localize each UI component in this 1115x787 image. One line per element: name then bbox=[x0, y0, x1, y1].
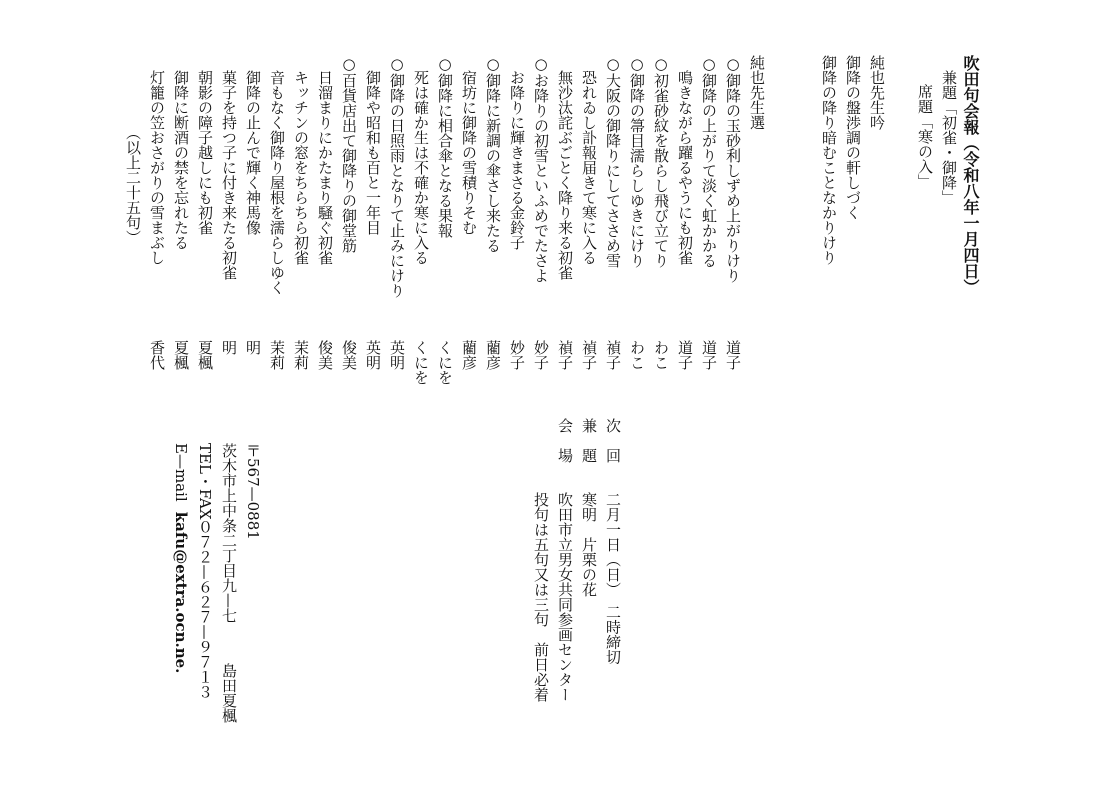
jikai-value: 二月一日（日） 二時締切 bbox=[604, 492, 622, 665]
haiku-21-author: 明 bbox=[244, 340, 262, 355]
haiku-10-author: 妙子 bbox=[508, 340, 526, 370]
jun-poem-2: 御降の降り暗むことなかりけり bbox=[820, 55, 838, 265]
selection-heading: 純也先生選 bbox=[748, 55, 766, 130]
haiku-9: ○お降りの初雪といふめでたさよ bbox=[532, 55, 550, 283]
haiku-12-author: 藺彦 bbox=[460, 340, 478, 370]
haiku-17: ○百貨店出て御降りの御堂筋 bbox=[340, 55, 358, 253]
haiku-14: 死は確か生は不確か寒に入る bbox=[412, 70, 430, 265]
next-kendai-label: 兼 題 bbox=[580, 418, 598, 463]
email-label: E—mail bbox=[172, 443, 190, 502]
kendai-line: 兼題「初雀・御降」 bbox=[940, 70, 958, 205]
haiku-10: お降りに輝きまさる金鈴子 bbox=[508, 70, 526, 250]
haiku-18-author: 俊美 bbox=[316, 340, 334, 370]
haiku-13: ○御降に相合傘となる果報 bbox=[436, 55, 454, 238]
haiku-8: 無沙汰詫ぶごとく降り来る初雀 bbox=[556, 70, 574, 280]
haiku-7-author: 禎子 bbox=[580, 340, 598, 370]
haiku-11: ○御降に新調の傘さし来たる bbox=[484, 55, 502, 253]
haiku-8-author: 禎子 bbox=[556, 340, 574, 370]
haiku-16-author: 英明 bbox=[364, 340, 382, 370]
haiku-14-author: くにを bbox=[412, 340, 430, 385]
haiku-25: 灯籠の笠おさがりの雪まぶし bbox=[148, 70, 166, 265]
contact-name: 島田夏楓 bbox=[220, 663, 238, 723]
haiku-12: 宿坊に御降の雪積りそむ bbox=[460, 70, 478, 235]
haiku-5: ○御降の箒目濡らしゆきにけり bbox=[628, 55, 646, 268]
postal-code: 〒567—0881 bbox=[244, 443, 262, 540]
count-note: （以上二十五句） bbox=[124, 125, 142, 245]
haiku-20: 音もなく御降り屋根を濡らしゆく bbox=[268, 70, 286, 295]
haiku-23: 朝影の障子越しにも初雀 bbox=[196, 70, 214, 235]
email-address[interactable]: kafu@extra.ocn.ne. bbox=[172, 511, 190, 674]
haiku-17-author: 俊美 bbox=[340, 340, 358, 370]
haiku-2: ○御降の上がりて淡く虹かかる bbox=[700, 55, 718, 268]
haiku-2-author: 道子 bbox=[700, 340, 718, 370]
report-date: （令和八年一月四日） bbox=[961, 135, 980, 295]
jun-poem-1: 御降の盤渉調の軒しづく bbox=[844, 55, 862, 220]
haiku-1-author: 道子 bbox=[724, 340, 742, 370]
haiku-19: キッチンの窓をちらちら初雀 bbox=[292, 70, 310, 265]
haiku-5-author: わこ bbox=[628, 340, 646, 370]
jikai-label: 次 回 bbox=[604, 418, 622, 463]
haiku-19-author: 茉莉 bbox=[292, 340, 310, 370]
haiku-1: ○御降の玉砂利しずめ上がりけり bbox=[724, 55, 742, 283]
haiku-6-author: 禎子 bbox=[604, 340, 622, 370]
kaijo-value: 吹田市立男女共同参画センター bbox=[556, 492, 574, 702]
haiku-23-author: 夏楓 bbox=[196, 340, 214, 370]
haiku-13-author: くにを bbox=[436, 340, 454, 385]
address-line bbox=[218, 443, 239, 723]
email-line bbox=[170, 443, 191, 673]
haiku-3-author: 道子 bbox=[676, 340, 694, 370]
haiku-6: ○大阪の御降りにしてささめ雪 bbox=[604, 55, 622, 268]
haiku-15: ○御降の日照雨となりて止みにけり bbox=[388, 55, 406, 298]
next-kendai-value: 寒明 片栗の花 bbox=[580, 492, 598, 597]
tel-fax: TEL・FAX０７２—６２７—９７１３ bbox=[196, 443, 214, 700]
haiku-21: 御降の止んで輝く神馬像 bbox=[244, 70, 262, 235]
haiku-22: 菓子を持つ子に付き来たる初雀 bbox=[220, 70, 238, 280]
haiku-4-author: わこ bbox=[652, 340, 670, 370]
haiku-24: 御降に断酒の禁を忘れたる bbox=[172, 70, 190, 250]
haiku-25-author: 香代 bbox=[148, 340, 166, 370]
kaijo-label: 会 場 bbox=[556, 418, 574, 463]
sekidai-line: 席題「寒の入」 bbox=[916, 84, 934, 189]
haiku-18: 日溜まりにかたまり騒ぐ初雀 bbox=[316, 70, 334, 265]
haiku-3: 鳴きながら躍るやうにも初雀 bbox=[676, 70, 694, 265]
haiku-15-author: 英明 bbox=[388, 340, 406, 370]
toku-note: 投句は五句又は三句 前日必着 bbox=[532, 492, 550, 702]
title-text: 吹田句会報 bbox=[961, 55, 980, 135]
jun-heading: 純也先生吟 bbox=[868, 55, 886, 130]
address-text: 茨木市上中条二丁目九—七 bbox=[220, 443, 238, 623]
haiku-7: 恐れゐし訃報届きて寒に入る bbox=[580, 70, 598, 265]
report-title bbox=[960, 55, 981, 295]
haiku-11-author: 藺彦 bbox=[484, 340, 502, 370]
haiku-20-author: 茉莉 bbox=[268, 340, 286, 370]
haiku-9-author: 妙子 bbox=[532, 340, 550, 370]
haiku-24-author: 夏楓 bbox=[172, 340, 190, 370]
haiku-22-author: 明 bbox=[220, 340, 238, 355]
haiku-4: ○初雀砂紋を散らし飛び立てり bbox=[652, 55, 670, 268]
haiku-16: 御降や昭和も百と一年目 bbox=[364, 70, 382, 235]
